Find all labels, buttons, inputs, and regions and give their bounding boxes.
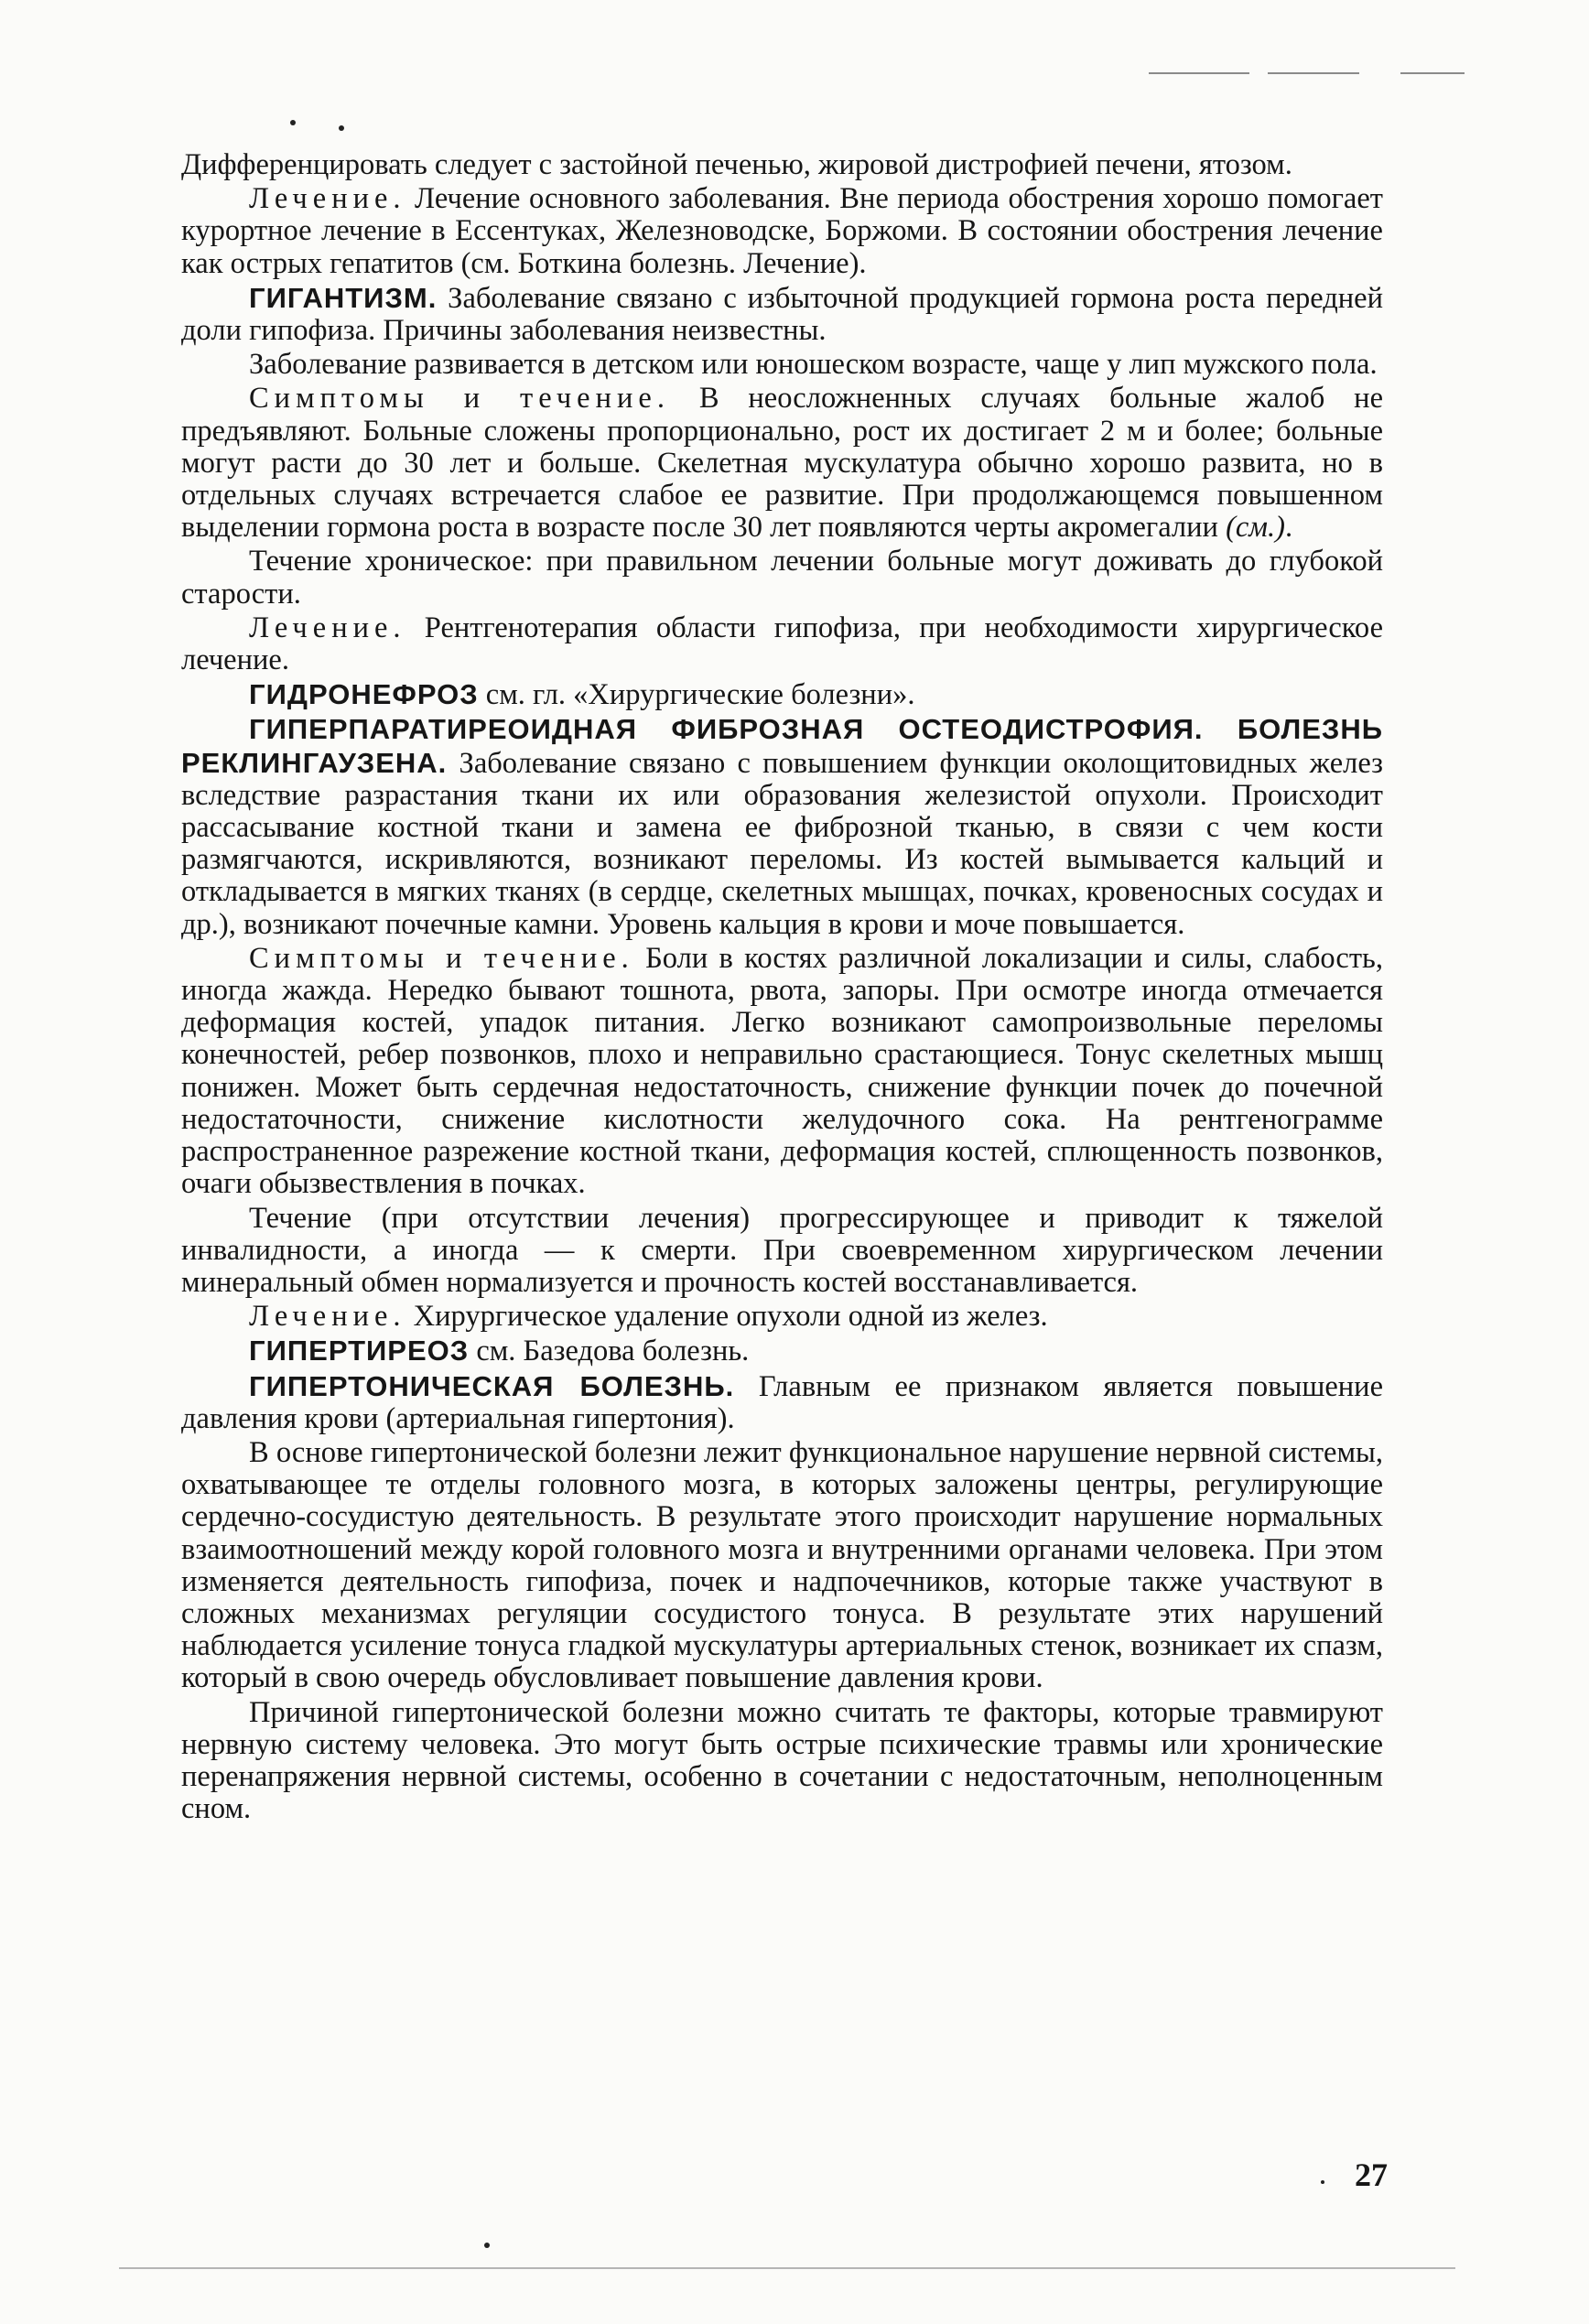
paragraph-15: В основе гипертонической болезни лежит функциональное нарушение нервной системы, охватывающее те отделы головного мозга, в которых заложены центры, регулирующие сердечно-сосудистую деятельность. В результате этого происходит нарушение нормальных взаимоотношений между корой головного мозга и внутренними органами человека. При этом изменяется деятельность гипофиза, почек и надпочечников, которые также участвуют в сложных механизмах регуляции сосудистого тонуса. В результате этих нарушений наблюдается усиление тонуса гладкой мускулатуры артериальных стенок, возникает их спазм, который в свою очередь обусловливает повышение давления крови. (181, 1435, 1383, 1695)
entry-hypertension: ГИПЕРТОНИЧЕСКАЯ БОЛЕЗНЬ. Главным ее признаком является повышение давления крови (артериальная гипертония). (181, 1369, 1383, 1435)
paragraph-7: Лечение. Рентгенотерапия области гипофиза, при необходимости хирургическое лечение. (181, 611, 1383, 677)
entry-heading: ГИГАНТИЗМ. (249, 281, 438, 314)
paragraph-5: Симптомы и течение. В неосложненных случаях больные жалоб не предъявляют. Больные сложены пропорционально, рост их достигает 2 м и более; больные могут расти до 30 лет и больше. Скелетная мускулатура обычно хорошо развита, но в отдельных случаях встречается слабое ее развитие. При продолжающемся повышенном выделении гормона роста в возрасте после 30 лет появляются черты акромегалии (см.). (181, 382, 1384, 545)
page-number: 27 (1355, 2156, 1388, 2193)
paragraph-6: Течение хроническое: при правильном лечении больные могут доживать до глубокой старости. (181, 545, 1383, 611)
top-rule-2 (1268, 72, 1359, 74)
scan-speck (339, 125, 344, 131)
page-body (181, 149, 1383, 1825)
paragraph-12: Лечение. Хирургическое удаление опухоли одной из желез. (249, 1300, 1048, 1334)
scan-speck (1321, 2180, 1324, 2184)
section-lead: Лечение. (249, 182, 406, 216)
scan-speck (290, 120, 296, 125)
paragraph-2: Лечение. Лечение основного заболевания. Вне периода обострения хорошо помогает курортное лечение в Ессентуках, Железноводске, Боржоми. В состоянии обострения лечение как острых гепатитов (см. Боткина болезнь. Лечение). (181, 182, 1383, 280)
section-lead: Симптомы и течение. (249, 382, 670, 416)
paragraph-4: Заболевание развивается в детском или юношеском возрасте, чаще у лип мужского пола. (249, 348, 1378, 382)
top-rule-3 (1400, 72, 1465, 74)
paragraph-11: Течение (при отсутствии лечения) прогрессирующее и приводит к тяжелой инвалидности, а иногда — к смерти. При своевременном хирургическом лечении минеральный обмен нормализуется и прочность костей восстанавливается. (181, 1201, 1383, 1299)
paragraph-1: Дифференцировать следует с застойной печенью, жировой дистрофией печени, ятозом. (181, 148, 1292, 181)
bottom-rule (119, 2267, 1455, 2269)
entry-hydronephrosis: ГИДРОНЕФРОЗ см. гл. «Хирургические болезни». (249, 678, 915, 712)
top-rule-1 (1149, 72, 1249, 74)
paragraph-10: Симптомы и течение. Боли в костях различной локализации и силы, слабость, иногда жажда. Нередко бывают тошнота, рвота, запоры. При осмотре иногда отмечается деформация костей, упадок питания. Легко возникают самопроизвольные переломы конечностей, ребер позвонков, плохо и неправильно срастающиеся. Тонус скелетных мышц понижен. Может быть сердечная недостаточность, снижение функции почек до почечной недостаточности, снижение кислотности желудочного сока. На рентгенограмме распространенное разрежение костной ткани, деформация костей, сплющенность позвонков, очаги обызвествления в почках. (181, 941, 1384, 1201)
entry-heading: ГИПЕРТОНИЧЕСКАЯ БОЛЕЗНЬ. (249, 1369, 735, 1402)
entry-osteodystrophy: ГИПЕРПАРАТИРЕОИДНАЯ ФИБРОЗНАЯ ОСТЕОДИСТРОФИЯ. БОЛЕЗНЬ РЕКЛИНГАУЗЕНА. Заболевание связано с повышением функции околощитовидных желез вследствие разрастания ткани их или образования железистой опухоли. Происходит рассасывание костной ткани и замена ее фиброзной тканью, в связи с чем кости размягчаются, искривляются, возникают переломы. Из костей вымывается кальций и откладывается в мягких тканях (в сердце, скелетных мышцах, почках, кровеносных сосудах и др.), возникают почечные камни. Уровень кальция в крови и моче повышается. (181, 713, 1383, 941)
section-lead: Лечение. (249, 611, 406, 644)
paragraph-16: Причиной гипертонической болезни можно считать те факторы, которые травмируют нервную систему человека. Это могут быть острые психические травмы или хронические перенапряжения нервной системы, особенно в сочетании с недостаточным, неполноценным сном. (181, 1695, 1383, 1826)
entry-hyperthyroidism: ГИПЕРТИРЕОЗ см. Базедова болезнь. (249, 1335, 750, 1368)
section-lead: Симптомы и течение. (249, 941, 634, 975)
entry-heading: ГИПЕРТИРЕОЗ (249, 1335, 470, 1367)
entry-gigantism: ГИГАНТИЗМ. Заболевание связано с избыточной продукцией гормона роста передней доли гипофиза. Причины заболевания неизвестны. (181, 281, 1383, 348)
scan-speck (484, 2243, 490, 2248)
entry-heading: ГИДРОНЕФРОЗ (249, 678, 479, 711)
section-lead: Лечение. (249, 1300, 406, 1334)
entry-heading: ГИПЕРПАРАТИРЕОИДНАЯ ФИБРОЗНАЯ ОСТЕОДИСТРОФИЯ. БОЛЕЗНЬ РЕКЛИНГАУЗЕНА. (181, 713, 1383, 779)
cross-reference: (см.) (1226, 511, 1285, 545)
